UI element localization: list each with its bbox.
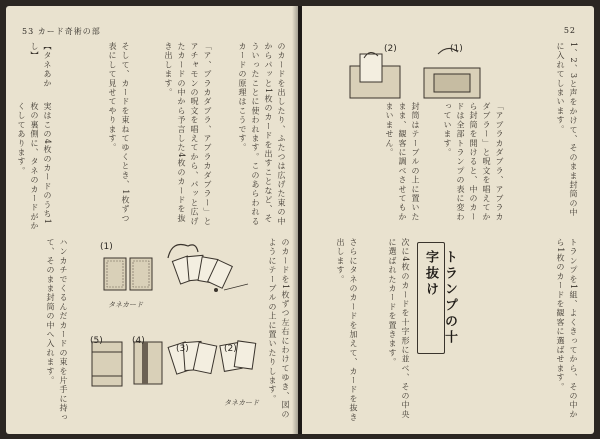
section-title: トランプの十字抜け [423,250,457,346]
left-lower-text-1: のカードを1枚ずつ左右にわけてゆき、図のようにテーブルの上に置いたりします。 [268,238,290,420]
left-upper-text-1: のカードを出したり、ふたつは広げた束の中からパッと1枚のカードを出すことなど、そういったことに使われます。このあらわれるカードの原理はこうです。 [238,42,286,226]
fig-label-2: (2) [224,344,237,354]
caption-tane-card-1: タネカード [108,301,143,309]
left-lower-text-2: ハンカチでくるんだカードの束を片手に持って、そのまま封筒の中へ入れます。 [46,238,68,422]
right-upper-text-1: 1、2、3と声をかけて、そのまま封筒の中に入れてしまいます。 [556,42,578,218]
right-upper-text-3: 封筒はテーブルの上に置いたまま、観客に調べさせてもかまいません。 [385,102,420,222]
right-fig-label-2: (2) [384,44,397,54]
fig-label-5: (5) [90,336,103,346]
figure-5-wrapped-deck [92,342,122,386]
right-upper-text-2: 「アブラカダブラ、アブラカダブラー」と呪文を唱えてから封筒を開けると、中のカードは全部トランプの表に変わっています。 [443,102,504,222]
caption-tane-card-2: タネカード [224,399,259,407]
fig-label-3: (3) [176,344,189,354]
hand-with-cards-illustration [168,245,248,293]
right-fig-label-1: (1) [450,44,463,54]
left-page [6,6,298,434]
figure-4-banded-deck [134,342,162,384]
right-page [302,6,594,434]
left-running-head: 53 カード奇術の部 [22,27,101,36]
right-lower-text-1: トランプを1組、よくきってから、その中から1枚のカードを観客に選ばせます。 [556,238,578,420]
left-upper-text-2: 「ア、ブラカダブラ、アブラカダブラー」とアチャモンの呪文を唱えてから、パッと広げたカードの中から予言した4枚のカードを抜き出します。 [164,42,212,226]
left-illustrations [76,238,266,408]
tane-label: 【タネあかし】 [30,42,52,88]
figure-1-card-backs [104,258,152,290]
right-lower-text-3: さらにタネのカードを加えて、カードを抜き出します。 [336,238,358,422]
right-illustrations [342,44,492,104]
figure-2-envelope [350,52,400,98]
fig-label-1: (1) [100,242,113,252]
left-upper-text-3: そして、カードを束ねてゆくとき、1枚ずつ表にして見せてやります。 [108,42,130,224]
fig-label-4: (4) [132,336,145,346]
right-running-head: 52 [563,26,576,35]
tane-text: 実はこの4枚のカードのうち1枚の裏側に、タネのカードがかくしてあります。 [17,102,52,231]
right-lower-text-2: 次に4枚のカードを十字形に並べ、その中央に選ばれたカードを置きます。 [388,238,410,420]
figure-1-envelope [424,48,480,98]
